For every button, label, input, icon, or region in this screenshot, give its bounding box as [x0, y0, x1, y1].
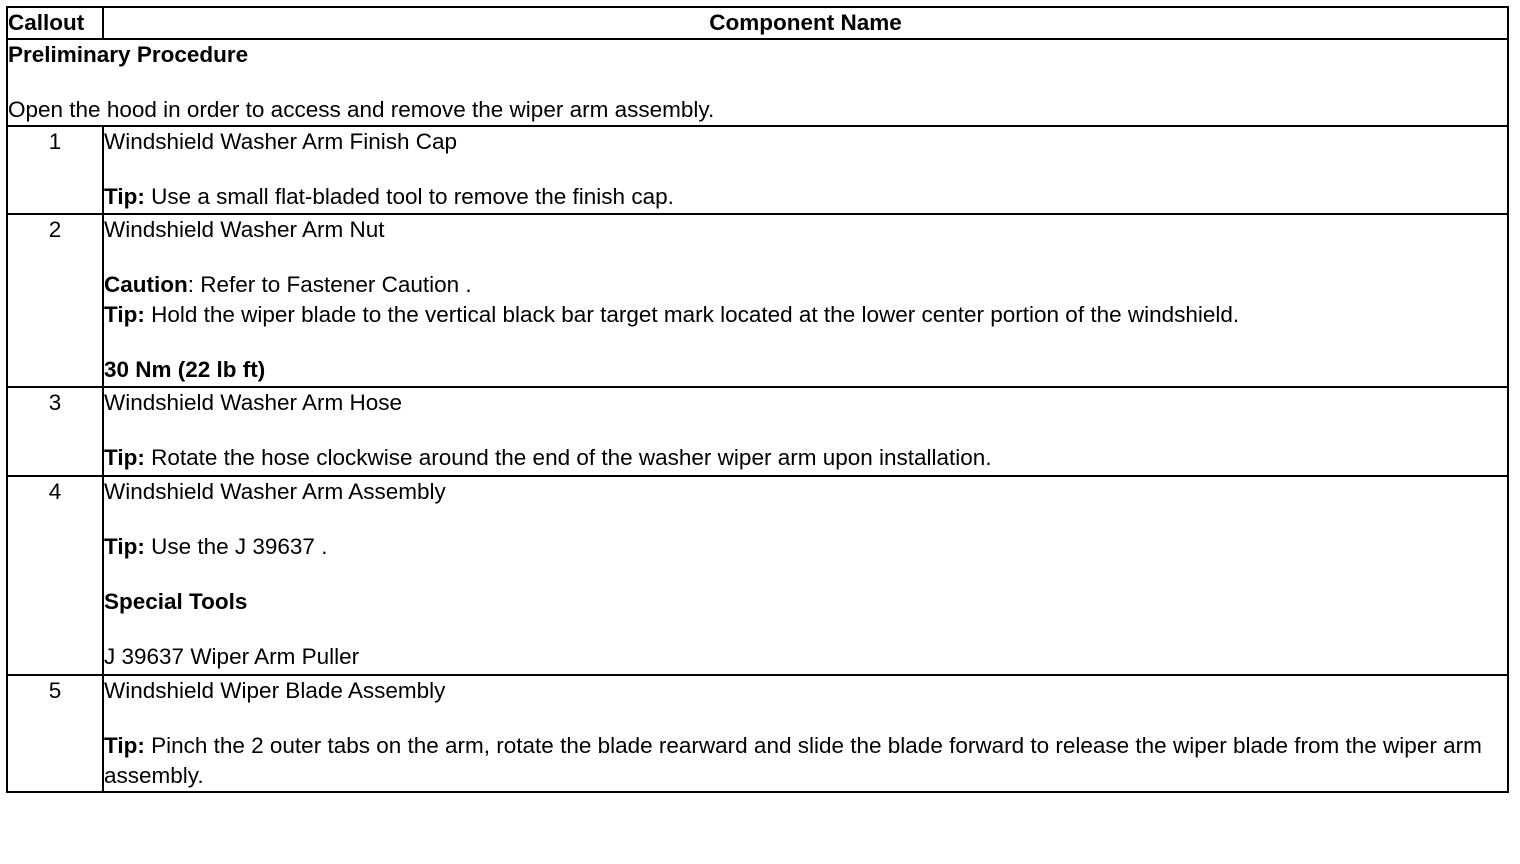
tip-text	[104, 182, 1507, 212]
tip-label: Tip:	[104, 445, 145, 470]
tip-label: Tip:	[104, 302, 145, 327]
preliminary-row	[7, 39, 1508, 126]
callout-number: 5	[7, 675, 103, 792]
torque-spec: 30 Nm (22 lb ft)	[104, 357, 266, 382]
callout-number: 2	[7, 214, 103, 387]
component-cell	[103, 476, 1508, 675]
tip-text	[104, 443, 1507, 473]
callout-number: 3	[7, 387, 103, 476]
tip-body: Hold the wiper blade to the vertical black bar target mark located at the lower center portion of the windshield.	[144, 302, 1240, 327]
preliminary-text: Open the hood in order to access and remove the wiper arm assembly.	[8, 97, 715, 122]
component-cell	[103, 126, 1508, 214]
table-row	[7, 675, 1508, 792]
caution-body: : Refer to Fastener Caution .	[187, 272, 472, 297]
header-row	[7, 7, 1508, 39]
caution-label: Caution	[104, 272, 188, 297]
callout-number: 1	[7, 126, 103, 214]
callout-number: 4	[7, 476, 103, 675]
tip-label: Tip:	[104, 733, 145, 758]
tip-text	[104, 532, 1507, 562]
tip-text	[104, 300, 1507, 330]
tip-body: Use the J 39637 .	[144, 534, 328, 559]
callout-header: Callout	[7, 7, 103, 39]
procedure-table	[6, 6, 1509, 793]
table-row	[7, 476, 1508, 675]
component-name-header: Component Name	[103, 7, 1508, 39]
special-tool-item: J 39637 Wiper Arm Puller	[104, 644, 360, 669]
table-row	[7, 126, 1508, 214]
component-cell	[103, 675, 1508, 792]
tip-body: Use a small flat-bladed tool to remove the finish cap.	[144, 184, 674, 209]
component-name: Windshield Washer Arm Nut	[104, 217, 385, 242]
component-cell	[103, 214, 1508, 387]
table-row	[7, 387, 1508, 476]
table-row	[7, 214, 1508, 387]
tip-text	[104, 731, 1507, 791]
tip-body: Pinch the 2 outer tabs on the arm, rotate the blade rearward and slide the blade forward to release the wiper blade from the wiper arm assembly.	[104, 733, 1482, 788]
preliminary-cell	[7, 39, 1508, 126]
component-cell	[103, 387, 1508, 476]
preliminary-title: Preliminary Procedure	[8, 42, 249, 67]
component-name: Windshield Wiper Blade Assembly	[104, 678, 446, 703]
tip-body: Rotate the hose clockwise around the end of the washer wiper arm upon installation.	[144, 445, 992, 470]
component-name: Windshield Washer Arm Finish Cap	[104, 129, 458, 154]
special-tools-heading: Special Tools	[104, 589, 248, 614]
component-name: Windshield Washer Arm Assembly	[104, 479, 446, 504]
caution-text	[104, 270, 1507, 300]
tip-label: Tip:	[104, 534, 145, 559]
tip-label: Tip:	[104, 184, 145, 209]
component-name: Windshield Washer Arm Hose	[104, 390, 403, 415]
